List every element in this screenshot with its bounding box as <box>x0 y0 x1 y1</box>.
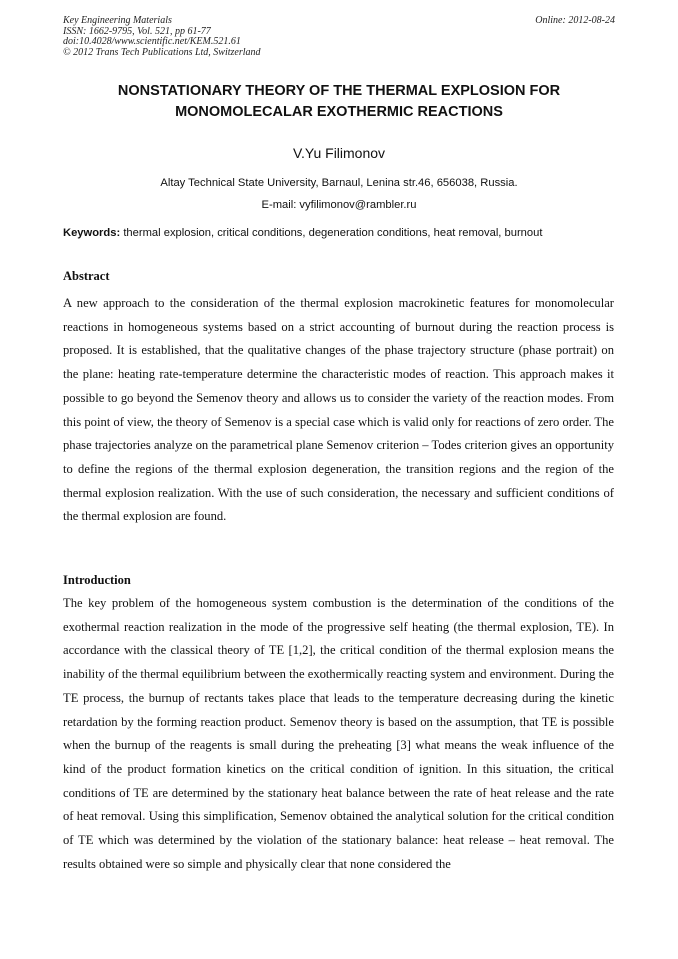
copyright-line: © 2012 Trans Tech Publications Ltd, Switzerland <box>63 46 261 58</box>
online-date: Online: 2012-08-24 <box>535 15 615 26</box>
paper-title <box>63 81 615 123</box>
doi-line: doi:10.4028/www.scientific.net/KEM.521.61 <box>63 36 241 47</box>
title-line-2: MONOMOLECALAR EXOTHERMIC REACTIONS <box>175 104 503 120</box>
issn-line: ISSN: 1662-9795, Vol. 521, pp 61-77 <box>63 25 211 37</box>
keywords-label: Keywords: <box>63 227 121 239</box>
introduction-text: The key problem of the homogeneous system combustion is the determination of the conditions of the exothermal reaction realization in the mode of the progressive self heating (the thermal explosion, TE). In accordance with the classical theory of TE [1,2], the critical condition of the thermal explosion means the inability of the thermal equilibrium between the exothermically reacting system and environment. During the TE process, the burnup of rectants takes place that leads to the temperature decreasing during the kinetic retardation by the forming reaction product. Semenov theory is based on the assumption, that TE is possible when the burnup of the reagents is small during the preheating [3] what means the weak influence of the kind of the product formation kinetics on the critical condition of ignition. In this situation, the critical conditions of TE are determined by the stationary heat balance between the rate of heat release and the rate of heat removal. Using this simplification, Semenov obtained the analytical solution for the critical condition of TE which was determined by the violation of the stationary balance: heat release – heat removal. The results obtained were so simple and physically clear that none considered the <box>63 596 614 871</box>
keywords-line <box>63 225 623 241</box>
abstract-heading: Abstract <box>63 269 110 283</box>
title-line-1: NONSTATIONARY THEORY OF THE THERMAL EXPLOSION FOR <box>117 83 561 99</box>
author-name: V.Yu Filimonov <box>292 145 386 161</box>
journal-header <box>63 16 615 58</box>
author-email: E-mail: vyfilimonov@rambler.ru <box>261 199 417 211</box>
keywords-list: thermal explosion, critical conditions, degeneration conditions, heat removal, burnout <box>123 227 543 239</box>
journal-name: Key Engineering Materials <box>63 15 172 26</box>
abstract-text: A new approach to the consideration of the thermal explosion macrokinetic features for monomolecular reactions in homogeneous systems based on a strict accounting of burnout during the reaction process is proposed. It is established, that the qualitative changes of the phase trajectory structure (phase portrait) on the plane: heating rate-temperature determine the characteristic modes of reaction. This approach makes it possible to go beyond the Semenov theory and allows us to consider the variety of the reaction modes. From this point of view, the theory of Semenov is a special case which is valid only for reactions of zero order. The phase trajectories analyze on the parametrical plane Semenov criterion – Todes criterion gives an opportunity to define the regions of the thermal explosion degeneration, the transition regions and the region of the thermal explosion realization. With the use of such consideration, the necessary and sufficient conditions of the thermal explosion are found. <box>63 296 614 524</box>
introduction-heading: Introduction <box>63 573 131 587</box>
affiliation: Altay Technical State University, Barnaul, Lenina str.46, 656038, Russia. <box>160 177 518 189</box>
